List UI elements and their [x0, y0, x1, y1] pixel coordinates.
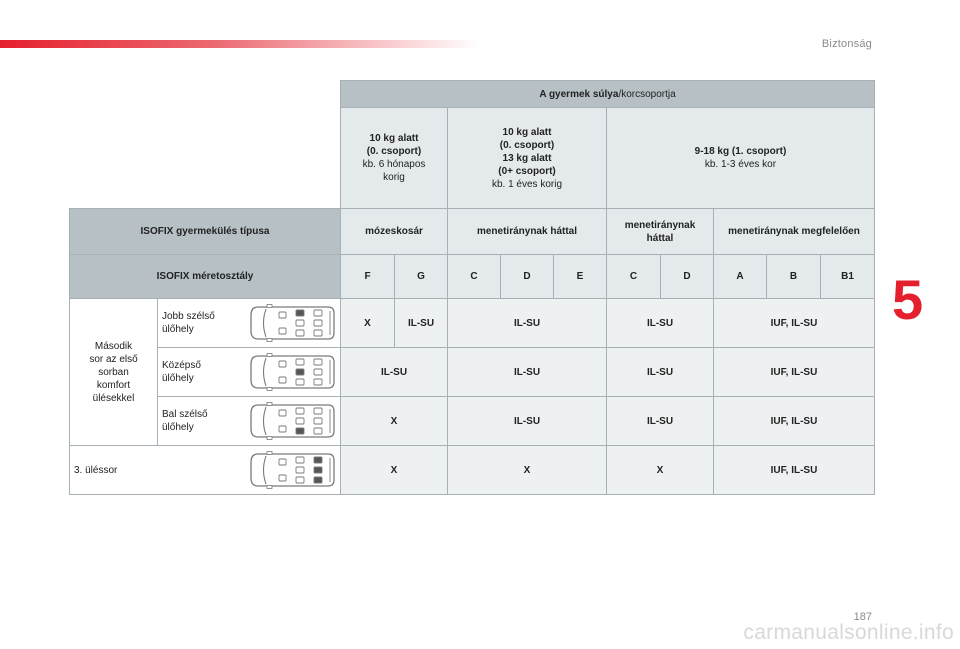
car-seat-diagram-icon — [248, 304, 336, 342]
seat-type-carrycot: mózeskosár — [341, 209, 448, 255]
value-cell: IUF, IL-SU — [714, 446, 875, 495]
size-class-f: F — [341, 255, 395, 299]
car-seat-diagram-icon — [248, 451, 336, 489]
value-cell: IL-SU — [607, 348, 714, 397]
blank-corner-2 — [70, 108, 341, 209]
seat-third-row-cell: 3. üléssor — [70, 446, 341, 495]
size-class-d-2: D — [661, 255, 714, 299]
header-accent-bar — [0, 40, 480, 48]
value-cell: IL-SU — [448, 299, 607, 348]
value-cell: IL-SU — [448, 348, 607, 397]
chapter-number: 5 — [892, 268, 924, 331]
second-row-label: Második sor az első sorban komfort ülésekkel — [70, 299, 158, 446]
group-0-cell: 10 kg alatt (0. csoport) kb. 6 hónapos korig — [341, 108, 448, 209]
size-class-d: D — [501, 255, 554, 299]
value-cell: X — [448, 446, 607, 495]
value-cell: X — [607, 446, 714, 495]
value-cell: X — [341, 397, 448, 446]
car-seat-diagram-icon — [248, 402, 336, 440]
value-cell: IL-SU — [607, 299, 714, 348]
value-cell: X — [341, 446, 448, 495]
value-cell: IL-SU — [448, 397, 607, 446]
size-class-e: E — [554, 255, 607, 299]
seat-type-rear-facing-2: menetiránynak háttal — [607, 209, 714, 255]
value-cell: X — [341, 299, 395, 348]
size-class-b: B — [767, 255, 821, 299]
value-cell: IUF, IL-SU — [714, 397, 875, 446]
page-number: 187 — [853, 611, 872, 623]
seat-right-cell: Jobb szélső ülőhely — [158, 299, 341, 348]
seat-middle-cell: Középső ülőhely — [158, 348, 341, 397]
table-row — [70, 397, 875, 446]
seat-left-cell: Bal szélső ülőhely — [158, 397, 341, 446]
isofix-type-label: ISOFIX gyermekülés típusa — [70, 209, 341, 255]
weight-group-header: A gyermek súlya/korcsoportja — [341, 81, 875, 108]
seat-type-rear-facing: menetiránynak háttal — [448, 209, 607, 255]
value-cell: IL-SU — [395, 299, 448, 348]
value-cell: IL-SU — [341, 348, 448, 397]
section-title: Biztonság — [821, 38, 872, 50]
group-0plus-cell: 10 kg alatt (0. csoport) 13 kg alatt (0+ csoport) kb. 1 éves korig — [448, 108, 607, 209]
value-cell: IL-SU — [607, 397, 714, 446]
table-row — [70, 299, 875, 348]
size-class-a: A — [714, 255, 767, 299]
blank-corner — [70, 81, 341, 108]
size-class-label: ISOFIX méretosztály — [70, 255, 341, 299]
size-class-b1: B1 — [821, 255, 875, 299]
size-class-g: G — [395, 255, 448, 299]
group-1-cell: 9-18 kg (1. csoport) kb. 1-3 éves kor — [607, 108, 875, 209]
car-seat-diagram-icon — [248, 353, 336, 391]
seat-type-forward-facing: menetiránynak megfelelően — [714, 209, 875, 255]
size-class-c-2: C — [607, 255, 661, 299]
value-cell: IUF, IL-SU — [714, 348, 875, 397]
value-cell: IUF, IL-SU — [714, 299, 875, 348]
size-class-c: C — [448, 255, 501, 299]
table-row — [70, 348, 875, 397]
table-row — [70, 446, 875, 495]
isofix-table — [69, 80, 875, 495]
watermark: carmanualsonline.info — [743, 621, 954, 644]
